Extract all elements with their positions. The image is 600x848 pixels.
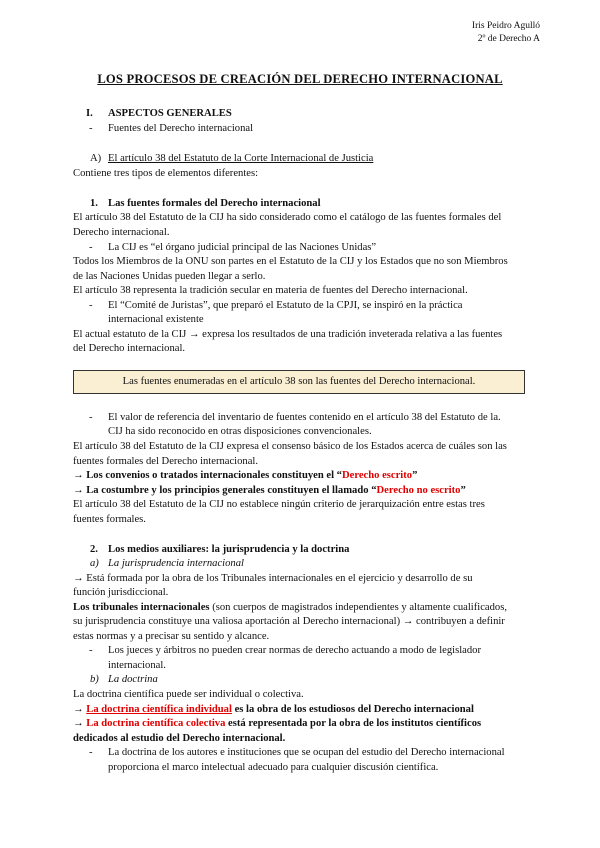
paragraph: La doctrina científica puede ser individual o colectiva. [73, 689, 304, 700]
paragraph: → Está formada por la obra de los Tribunales internacionales en el ejercicio y desarrollo de su [73, 573, 473, 584]
bullet-text: El valor de referencia del inventario de fuentes contenido en el artículo 38 del Estatuto de la. [108, 412, 501, 423]
paragraph: El artículo 38 del Estatuto de la CIJ ha sido considerado como el catálogo de las fuentes formales del [73, 212, 502, 223]
highlight-box: Las fuentes enumeradas en el artículo 38 son las fuentes del Derecho internacional. [73, 370, 525, 394]
bullet-text: internacional. [108, 660, 166, 671]
paragraph: fuentes formales. [73, 514, 146, 525]
paragraph: su jurisprudencia constituye una valiosa aportación al Derecho internacional) → contribuyen a definir [73, 616, 505, 627]
bullet-dash: - [89, 123, 93, 134]
point-number: 2. [90, 544, 98, 555]
highlight-term: Derecho no escrito [376, 485, 461, 496]
highlight-term: La doctrina científica colectiva [86, 718, 226, 729]
bullet-dash: - [89, 300, 93, 311]
arrow-statement [73, 702, 474, 717]
bold-term: Los tribunales internacionales [73, 602, 210, 613]
arrow-text: → [73, 704, 87, 715]
bullet-dash: - [89, 242, 93, 253]
subpoint-title: La doctrina [108, 674, 158, 685]
author-block [472, 20, 540, 46]
bullet-text: proporciona el marco intelectual adecuado para cualquier discusión científica. [108, 762, 439, 773]
point-heading: Los medios auxiliares: la jurisprudencia y la doctrina [108, 544, 350, 555]
bullet-dash: - [89, 747, 93, 758]
paragraph: de las Naciones Unidas pueden llegar a serlo. [73, 271, 266, 282]
author-course: 2º de Derecho A [477, 34, 540, 44]
point-heading: Las fuentes formales del Derecho internacional [108, 198, 321, 209]
bullet-text: CIJ ha sido reconocido en otras disposiciones convencionales. [108, 426, 372, 437]
bullet-text: Los jueces y árbitros no pueden crear normas de derecho actuando a modo de legislador [108, 645, 481, 656]
section-subitem: Fuentes del Derecho internacional [108, 123, 254, 134]
arrow-statement-continued: dedicados al estudio del Derecho internacional. [73, 733, 286, 744]
subpoint-label: a) [90, 558, 99, 569]
subsection-label: A) [90, 153, 102, 164]
paragraph: fuentes formales del Derecho internacional. [73, 456, 259, 467]
paragraph: del Derecho internacional. [73, 343, 186, 354]
document-title: LOS PROCESOS DE CREACIÓN DEL DERECHO INTERNACIONAL [97, 72, 503, 86]
highlight-term: Derecho escrito [341, 470, 413, 481]
arrow-text: ” [460, 485, 466, 496]
paragraph: función jurisdiccional. [73, 587, 169, 598]
bullet-text: internacional existente [108, 314, 204, 325]
paragraph: El artículo 38 representa la tradición secular en materia de fuentes del Derecho internacional. [73, 285, 468, 296]
arrow-statement [73, 483, 466, 498]
section-number: I. [86, 108, 93, 119]
paragraph: Todos los Miembros de la ONU son partes en el Estatuto de la CIJ y los Estados que no son Miembros [73, 256, 508, 267]
bullet-text: La CIJ es “el órgano judicial principal de las Naciones Unidas” [108, 242, 377, 253]
arrow-text: → [73, 718, 87, 729]
paragraph: El actual estatuto de la CIJ → expresa los resultados de una tradición inveterada relativa a las fuentes [73, 329, 503, 340]
point-number: 1. [90, 198, 98, 209]
bullet-dash: - [89, 412, 93, 423]
bullet-text: El “Comité de Juristas”, que preparó el Estatuto de la CPJI, se inspiró en la práctica [108, 300, 463, 311]
subpoint-title: La jurisprudencia internacional [108, 558, 244, 569]
arrow-text: → La costumbre y los principios generales constituyen el llamado “ [73, 485, 377, 496]
highlight-term: La doctrina científica individual [86, 704, 232, 715]
paragraph: El artículo 38 del Estatuto de la CIJ expresa el consenso básico de los Estados acerca de cuáles son las [73, 441, 507, 452]
bullet-text: La doctrina de los autores e instituciones que se ocupan del estudio del Derecho internacional [108, 747, 505, 758]
paragraph-text: (son cuerpos de magistrados independientes y altamente cualificados, [209, 602, 507, 613]
arrow-text: es la obra de los estudiosos del Derecho internacional [231, 704, 474, 715]
arrow-statement [73, 716, 481, 731]
paragraph: estas normas y a precisar su sentido y alcance. [73, 631, 270, 642]
section-heading: ASPECTOS GENERALES [108, 108, 232, 119]
author-name: Iris Peidro Agulló [471, 21, 540, 31]
paragraph: Derecho internacional. [73, 227, 170, 238]
bullet-dash: - [89, 645, 93, 656]
arrow-statement [73, 468, 417, 483]
arrow-text: → Los convenios o tratados internacionales constituyen el “ [73, 470, 342, 481]
arrow-text: ” [412, 470, 418, 481]
arrow-text: está representada por la obra de los institutos científicos [225, 718, 482, 729]
paragraph: El artículo 38 del Estatuto de la CIJ no establece ningún criterio de jerarquización entre estas tres [73, 499, 485, 510]
subpoint-label: b) [90, 674, 99, 685]
subsection-heading: El artículo 38 del Estatuto de la Corte Internacional de Justicia [108, 153, 374, 164]
paragraph: Contiene tres tipos de elementos diferentes: [73, 168, 259, 179]
paragraph [73, 600, 507, 615]
